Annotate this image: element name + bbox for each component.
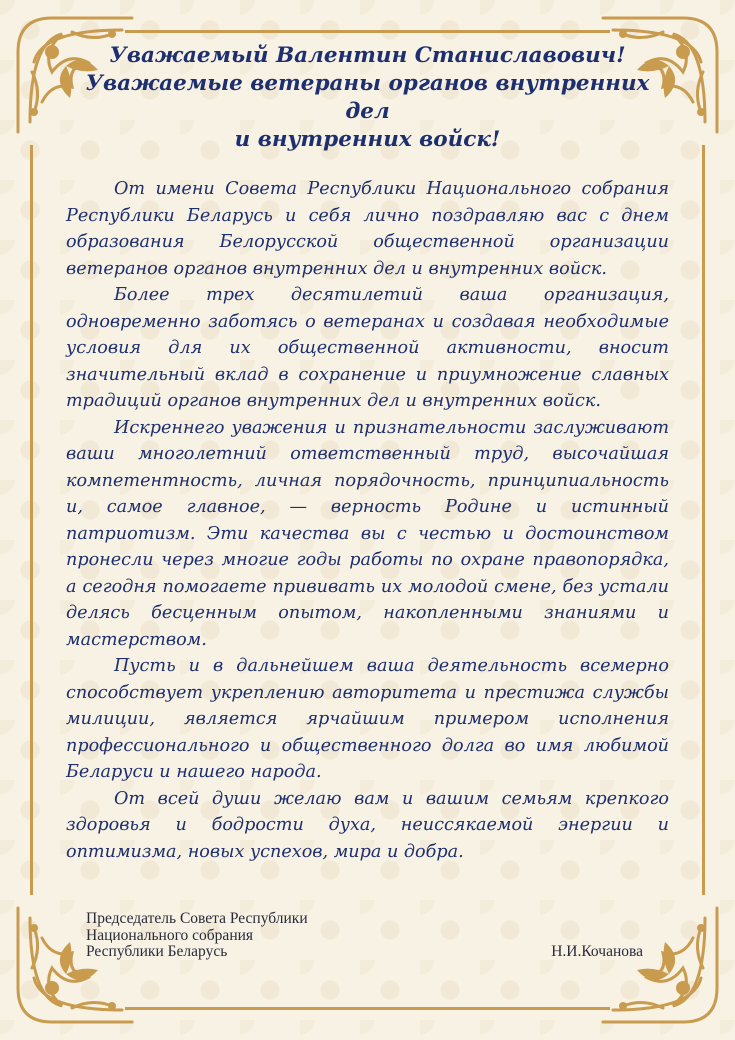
- paragraph: Более трех десятилетий ваша организация, одновременно заботясь о ветеранах и создавая необходимые условия для их общественной активности, вносит значительный вклад в сохранение и приумножение славных традиций органов внутренних дел и внутренних войск.: [66, 285, 669, 411]
- paragraph: От имени Совета Республики Национального собрания Республики Беларусь и себя лично поздравляю вас с днем образования Белорусской общественной организации ветеранов органов внутренних дел и внутренних войск.: [66, 179, 669, 279]
- greeting-line: и внутренних войск!: [234, 127, 501, 152]
- signatory-title-line: Национального собрания: [86, 926, 254, 944]
- greeting-line: Уважаемые ветераны органов внутренних дел: [85, 71, 650, 124]
- frame-border-left: [30, 145, 33, 895]
- letter-content: [66, 42, 669, 865]
- letter-body: [66, 176, 669, 865]
- signatory-title-line: Республики Беларусь: [86, 943, 228, 960]
- signatory-name: Н.И.Кочанова: [551, 943, 643, 960]
- signatory-title-line: Председатель Совета Республики: [86, 910, 308, 927]
- paragraph: От всей души желаю вам и вашим семьям крепкого здоровья и бодрости духа, неиссякаемой энергии и оптимизма, новых успехов, мира и добра.: [66, 788, 669, 862]
- greeting-line: Уважаемый Валентин Станиславович!: [109, 43, 626, 68]
- signature-block: [86, 911, 643, 961]
- paragraph: Искреннего уважения и признательности заслуживают ваши многолетний ответственный труд, высочайшая компетентность, личная порядочность, принципиальность и, самое главное, — верность Родине и истинный патриотизм. Эти качества вы с честью и достоинством пронесли через многие годы работы по охране правопорядка, а сегодня помогаете прививать их молодой смене, без устали делясь бесценным опытом, накопленными знаниями и мастерством.: [66, 417, 669, 650]
- frame-border-top: [125, 30, 610, 33]
- greeting-heading: [66, 42, 669, 154]
- paragraph: Пусть и в дальнейшем ваша деятельность всемерно способствует укреплению авторитета и престижа службы милиции, является ярчайшим примером исполнения профессионального и общественного долга во имя любимой Беларуси и нашего народа.: [66, 656, 669, 782]
- frame-border-bottom: [125, 1007, 610, 1010]
- frame-border-right: [702, 145, 705, 895]
